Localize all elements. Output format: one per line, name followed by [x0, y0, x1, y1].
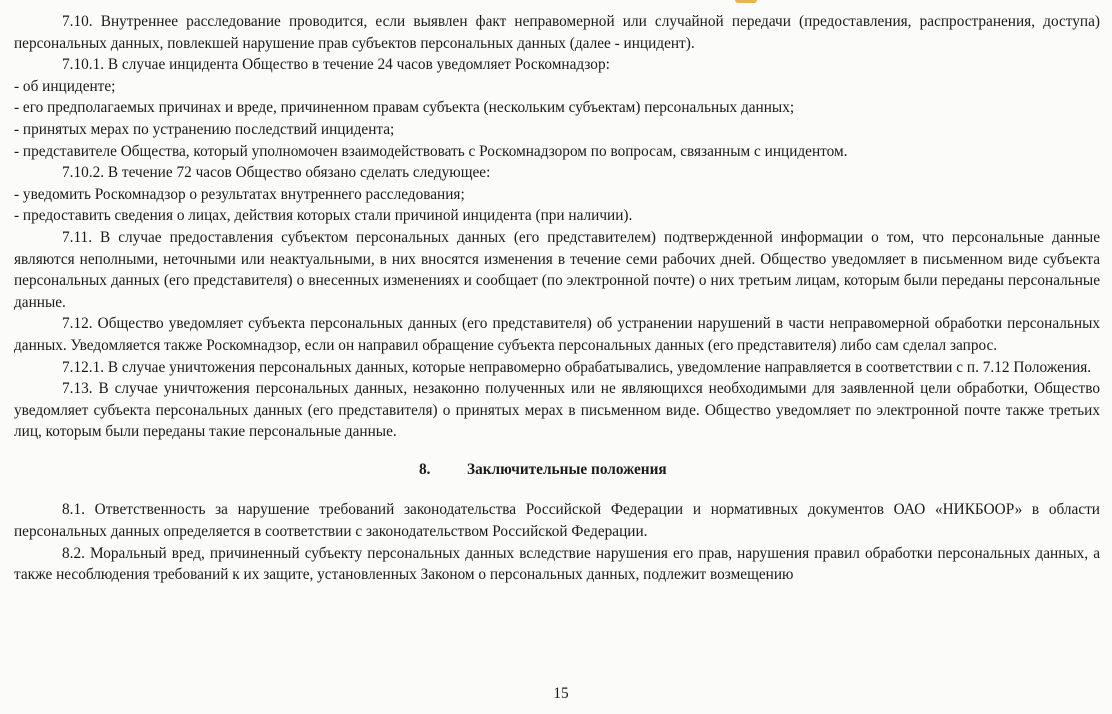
- paragraph-7-12-1: 7.12.1. В случае уничтожения персональных данных, которые неправомерно обрабатывались, уведомление направляется в соответствии с п. 7.12 Положения.: [62, 358, 1092, 376]
- paragraph-7-10: 7.10. Внутреннее расследование проводится, если выявлен факт неправомерной или случайной передачи (предоставления, распространения, доступа) персональных данных, повлекшей нарушение прав субъектов персональных данных (далее - инцидент).: [14, 13, 1100, 52]
- scan-mark: [735, 0, 757, 3]
- paragraph-7-10-2: 7.10.2. В течение 72 часов Общество обязано сделать следующее:: [62, 164, 491, 182]
- list-item: - представителе Общества, который уполномочен взаимодействовать с Роскомнадзором по вопросам, связанным с инцидентом.: [14, 142, 848, 160]
- list-item: - об инциденте;: [14, 77, 116, 95]
- section-title: Заключительные положения: [467, 460, 667, 478]
- list-item: - его предполагаемых причинах и вреде, причиненном правам субъекта (нескольким субъектам) персональных данных;: [14, 99, 795, 117]
- list-item: - уведомить Роскомнадзор о результатах внутреннего расследования;: [14, 185, 465, 203]
- section-heading: [14, 459, 1100, 481]
- paragraph-7-12: 7.12. Общество уведомляет субъекта персональных данных (его представителя) об устранении нарушений в части неправомерной обработки персональных данных. Уведомляется также Роскомнадзор, если он направил обращение субъекта персональных данных (его представителя) либо сам сделал запрос.: [14, 315, 1100, 354]
- page-number: 15: [553, 685, 569, 702]
- paragraph-7-13: 7.13. В случае уничтожения персональных данных, незаконно полученных или не являющихся необходимыми для заявленной цели обработки, Общество уведомляет субъекта персональных данных (его представителя) о принятых мерах в письменном виде. Общество уведомляет по электронной почте также третьих лиц, которым были переданы такие персональные данные.: [14, 380, 1100, 441]
- paragraph-7-11: 7.11. В случае предоставления субъектом персональных данных (его представителем) подтвержденной информации о том, что персональные данные являются неполными, неточными или неактуальными, в них вносятся изменения в течение семи рабочих дней. Общество уведомляет в письменном виде субъекта персональных данных (его представителя) о внесенных изменениях и сообщает (по электронной почте) о них третьим лицам, которым были переданы персональные данные.: [14, 228, 1100, 311]
- paragraph-8-1: 8.1. Ответственность за нарушение требований законодательства Российской Федерации и нормативных документов ОАО «НИКБООР» в области персональных данных определяется в соответствии с законодательством Российской Федерации.: [14, 501, 1100, 541]
- list-item: - предоставить сведения о лицах, действия которых стали причиной инцидента (при наличии).: [14, 207, 633, 225]
- paragraph-8-2: 8.2. Моральный вред, причиненный субъекту персональных данных вследствие нарушения его прав, нарушения правил обработки персональных данных, а также несоблюдения требований к их защите, установленных Законом о персональных данных, подлежит возмещению: [14, 544, 1100, 584]
- paragraph-7-10-1: 7.10.1. В случае инцидента Общество в течение 24 часов уведомляет Роскомнадзор:: [62, 56, 610, 74]
- list-item: - принятых мерах по устранению последствий инцидента;: [14, 120, 395, 138]
- section-number: 8.: [419, 460, 431, 478]
- document-body: [14, 0, 1100, 586]
